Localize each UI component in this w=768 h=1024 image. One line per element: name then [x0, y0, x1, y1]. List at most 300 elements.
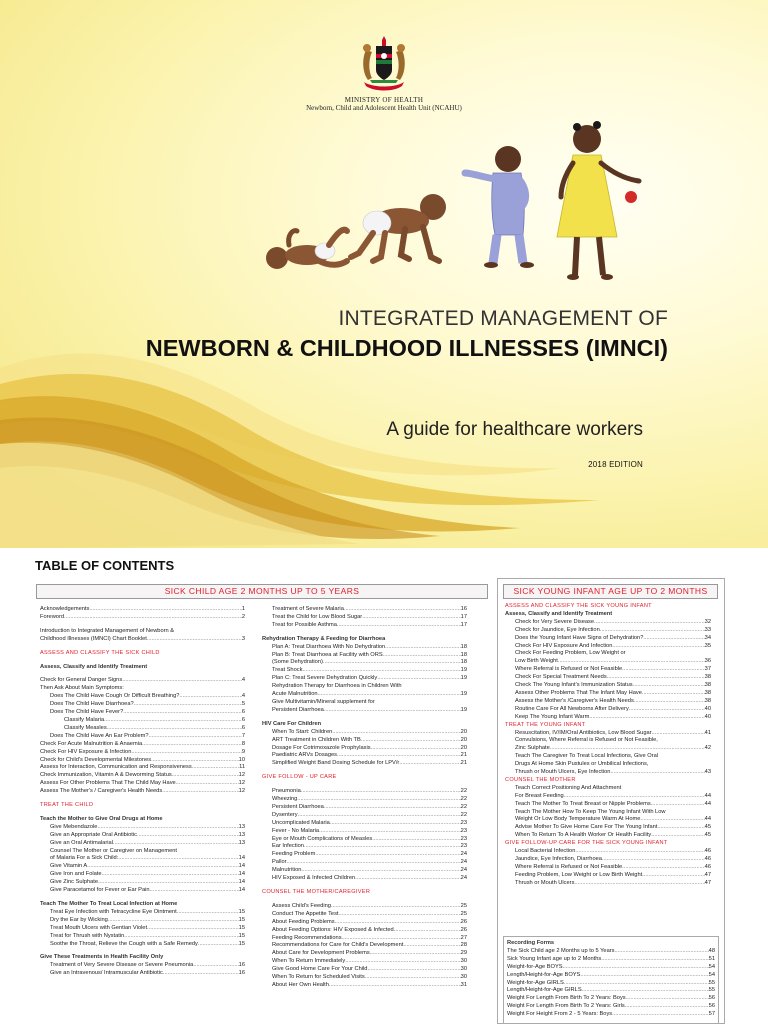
- toc-subheading: Rehydration Therapy & Feeding for Diarrhoea: [262, 635, 386, 642]
- toc-dot-leader: [147, 925, 239, 933]
- toc-entry: [262, 919, 467, 927]
- toc-entry-title: Weight-for-Age GIRLS: [507, 979, 564, 986]
- toc-entry: [40, 749, 245, 757]
- toc-page-number: 21: [460, 752, 467, 759]
- toc-entry-title: Assess Child's Feeding: [272, 902, 331, 909]
- toc-text-line: Introduction to Integrated Management of Newborn &: [40, 627, 175, 634]
- toc-page-number: 18: [460, 643, 467, 650]
- toc-entry-title: Paediatric ARVs Dosages: [272, 752, 338, 759]
- toc-entry: [505, 658, 711, 666]
- toc-page-number: 6: [241, 724, 245, 731]
- toc-entry: [40, 863, 245, 871]
- toc-entry-title: Where Referral is Refused or Not Feasible: [515, 666, 623, 673]
- toc-dot-leader: [118, 855, 238, 863]
- toc-dot-leader: [622, 666, 705, 674]
- toc-entry: [262, 729, 467, 737]
- toc-page-number: 19: [460, 675, 467, 682]
- toc-dot-leader: [622, 864, 705, 872]
- toc-page-number: 20: [460, 736, 467, 743]
- toddler-figure: [465, 146, 534, 268]
- toc-entry: [507, 995, 715, 1003]
- toc-page-number: 44: [704, 792, 711, 799]
- toc-page-number: 19: [460, 691, 467, 698]
- toc-page-number: 33: [704, 626, 711, 633]
- toc-dot-leader: [550, 745, 705, 753]
- toc-entry-title: Treat Eye Infection with Tetracycline Eye Ointment: [50, 908, 177, 915]
- toc-entry-title: Plan C: Treat Severe Dehydration Quickly: [272, 675, 378, 682]
- toc-page-number: 4: [241, 677, 245, 684]
- toc-page-number: 25: [460, 902, 467, 909]
- toc-entry: [40, 717, 245, 725]
- toc-entry: [262, 622, 467, 630]
- toc-dot-leader: [385, 644, 461, 652]
- crawling-baby-figure: [351, 194, 446, 261]
- toc-entry: [262, 828, 467, 836]
- toc-page-number: 20: [460, 728, 467, 735]
- toc-dot-leader: [652, 730, 705, 738]
- toc-entry: [507, 1003, 715, 1011]
- toc-entry-title: Length/Height-for-Age BOYS: [507, 971, 581, 978]
- toc-entry: [262, 950, 467, 958]
- toc-entry-title: ART Treatment in Children With TB: [272, 736, 361, 743]
- toc-entry-title: Thrush or Mouth Ulcers, Eye Infection: [515, 769, 611, 776]
- toc-dot-leader: [337, 752, 461, 760]
- toc-page-number: 13: [238, 839, 245, 846]
- toc-entry-title: When To Return for Scheduled Visits: [272, 974, 365, 981]
- toc-section-heading: ASSESS AND CLASSIFY THE SICK CHILD: [40, 649, 160, 656]
- toc-dot-leader: [137, 832, 239, 840]
- toc-page-number: 24: [460, 875, 467, 882]
- toc-entry-title: Assess for Interaction, Communication and Responsiveness: [40, 764, 192, 771]
- toc-page-number: 25: [460, 910, 467, 917]
- toc-page-number: 14: [238, 879, 245, 886]
- toc-entry: [262, 675, 467, 683]
- toc-dot-leader: [642, 690, 705, 698]
- toc-dot-leader: [179, 693, 241, 701]
- toc-page-number: 43: [704, 769, 711, 776]
- toc-page-number: 3: [241, 635, 245, 642]
- toc-dot-leader: [331, 903, 461, 911]
- toc-page-number: 45: [704, 832, 711, 839]
- toc-entry: [262, 707, 467, 715]
- toc-dot-leader: [122, 677, 242, 685]
- toc-text-line: Rehydration Therapy for Diarrhoea in Children With: [272, 683, 402, 690]
- toc-dot-leader: [177, 909, 239, 917]
- toc-entry-title: of Malaria For a Sick Child:: [50, 855, 119, 862]
- toc-page-number: 18: [460, 659, 467, 666]
- toc-entry-title: Treat the Child for Low Blood Sugar: [272, 613, 363, 620]
- toc-page-number: 38: [704, 689, 711, 696]
- toc-entry: [262, 966, 467, 974]
- toc-entry: [40, 962, 245, 970]
- toc-entry: [262, 982, 467, 990]
- toc-entry-title: Teach The Mother To Treat Breast or Nipple Problems: [515, 800, 651, 807]
- toc-entry: [40, 871, 245, 879]
- toc-page-number: 12: [238, 788, 245, 795]
- title-line-1: INTEGRATED MANAGEMENT OF: [338, 307, 668, 330]
- toc-entry: [40, 941, 245, 949]
- toc-page-number: 19: [460, 706, 467, 713]
- toc-section-heading: TREAT THE YOUNG INFANT: [505, 721, 586, 728]
- toc-entry: [507, 948, 715, 956]
- toc-section-heading: GIVE FOLLOW - UP CARE: [262, 774, 337, 781]
- toc-page-number: 6: [241, 709, 245, 716]
- toc-page-number: 23: [460, 819, 467, 826]
- ministry-name: MINISTRY OF HEALTH: [344, 96, 424, 104]
- toc-entry-title: About Her Own Health: [272, 981, 329, 988]
- toc-page-number: 54: [708, 963, 715, 970]
- children-growth-illustration: [255, 115, 655, 290]
- toc-entry: [262, 691, 467, 699]
- toc-entry: [262, 974, 467, 982]
- toc-dot-leader: [302, 667, 460, 675]
- toc-entry: [40, 917, 245, 925]
- toc-entry-title: Fever - No Malaria: [272, 827, 320, 834]
- toc-page-number: 16: [238, 962, 245, 969]
- toc-text-line: Convulsions, Where Referral is Refused or Not Feasible,: [515, 737, 658, 744]
- toc-entry-title: Check Immunization, Vitamin A & Deworming Status: [40, 772, 172, 779]
- toc-entry-title: Acknowledgements: [40, 606, 90, 612]
- toc-entry-title: Sick Young Infant age up to 2 Months: [507, 955, 602, 962]
- toc-page-number: 31: [460, 981, 467, 988]
- toc-page-number: 20: [460, 744, 467, 751]
- toc-dot-leader: [394, 927, 461, 935]
- toc-dot-leader: [297, 796, 460, 804]
- toc-dot-leader: [131, 749, 241, 757]
- toc-page-number: 19: [460, 667, 467, 674]
- toc-entry: [507, 964, 715, 972]
- toc-page-number: 40: [704, 713, 711, 720]
- toc-dot-leader: [151, 757, 239, 765]
- toc-page-number: 37: [704, 666, 711, 673]
- toc-entry: [505, 635, 711, 643]
- toc-dot-leader: [342, 935, 461, 943]
- girl-figure: [557, 121, 639, 280]
- toc-page-number: 15: [238, 908, 245, 915]
- toc-entry: [40, 933, 245, 941]
- toc-entry: [40, 780, 245, 788]
- toc-subheading: Teach the Mother to Give Oral Drugs at Home: [40, 815, 163, 822]
- toc-page-number: 35: [704, 642, 711, 649]
- toc-page-number: 24: [460, 867, 467, 874]
- toc-text-line: Check For Feeding Problem, Low Weight or: [515, 650, 626, 657]
- toc-entry: [507, 980, 715, 988]
- toc-dot-leader: [558, 658, 705, 666]
- toc-entry-title: Give Good Home Care For Your Child: [272, 966, 368, 973]
- toc-dot-leader: [582, 987, 709, 995]
- subtitle: A guide for healthcare workers: [386, 419, 643, 440]
- toc-dot-leader: [104, 717, 242, 725]
- toc-section-heading: ASSESS AND CLASSIFY THE SICK YOUNG INFANT: [505, 603, 652, 609]
- toc-page-number: 10: [238, 756, 245, 763]
- recording-forms-box: [503, 936, 719, 1024]
- toc-dot-leader: [612, 1011, 709, 1019]
- toc-entry-title: Feeding Problem: [272, 851, 316, 858]
- toc-dot-leader: [298, 812, 461, 820]
- toc-subheading: Teach The Mother To Treat Local Infection at Home: [40, 901, 178, 907]
- toc-entry-title: Check For HIV Exposure And Infection: [515, 642, 613, 649]
- toc-text-line: Counsel The Mother or Caregiver on Management: [50, 847, 177, 854]
- toc-entry: [505, 706, 711, 714]
- title-line-2: NEWBORN & CHILDHOOD ILLNESSES (IMNCI): [145, 335, 668, 361]
- toc-entry-title: Assess the Mother's /Caregiver's Health Needs: [515, 697, 634, 704]
- toc-entry: [505, 714, 711, 722]
- toc-page-number: 6: [241, 716, 245, 723]
- toc-entry-title: (Some Dehydration): [272, 659, 323, 666]
- toc-entry: [505, 880, 711, 888]
- toc-entry-title: Does The Child Have An Ear Problem?: [50, 732, 149, 739]
- toc-entry-title: Dosage For Cotrimoxazole Prophylaxis: [272, 744, 371, 751]
- toc-entry: [40, 925, 245, 933]
- toc-page-number: 46: [704, 863, 711, 870]
- toc-page-number: 32: [704, 618, 711, 625]
- toc-entry: [40, 741, 245, 749]
- toc-dot-leader: [172, 772, 239, 780]
- toc-entry: [40, 693, 245, 701]
- toc-dot-leader: [315, 851, 460, 859]
- toc-page-number: 26: [460, 926, 467, 933]
- toc-entry-title: Does The Child Have Diarrhoea?: [50, 701, 134, 708]
- toc-dot-leader: [651, 832, 704, 840]
- toc-text-line: Teach Correct Positioning And Attachment: [515, 784, 622, 791]
- toc-dot-leader: [107, 725, 242, 733]
- toc-dot-leader: [640, 816, 704, 824]
- toc-dot-leader: [176, 780, 239, 788]
- toc-entry: [262, 911, 467, 919]
- toc-entry: [262, 659, 467, 667]
- toc-entry: [505, 816, 711, 824]
- toc-entry: [262, 843, 467, 851]
- toc-page-number: 56: [708, 1003, 715, 1010]
- toc-dot-leader: [345, 958, 460, 966]
- toc-entry: [505, 801, 711, 809]
- toc-entry: [262, 935, 467, 943]
- toc-entry-title: Low Birth Weight: [515, 658, 558, 665]
- toc-entry: [40, 677, 245, 685]
- toc-dot-leader: [134, 701, 242, 709]
- toc-entry: [262, 796, 467, 804]
- sick-young-infant-band: SICK YOUNG INFANT AGE UP TO 2 MONTHS: [503, 584, 718, 599]
- lying-baby-figure: [266, 230, 347, 269]
- toc-dot-leader: [163, 970, 239, 978]
- toc-entry-title: Check For Special Treatment Needs: [515, 674, 607, 681]
- toc-dot-leader: [198, 941, 239, 949]
- toc-dot-leader: [607, 674, 705, 682]
- toc-entry: [40, 824, 245, 832]
- toc-dot-leader: [304, 843, 461, 851]
- toc-dot-leader: [332, 729, 460, 737]
- toc-entry: [507, 987, 715, 995]
- toc-dot-leader: [589, 714, 704, 722]
- toc-dot-leader: [367, 966, 460, 974]
- toc-page-number: 23: [460, 827, 467, 834]
- toc-entry: [40, 733, 245, 741]
- toc-page-number: 46: [704, 856, 711, 862]
- toc-page-number: 30: [460, 974, 467, 981]
- toc-entry-title: Treat Shock: [272, 667, 303, 674]
- toc-page-number: 46: [704, 848, 711, 855]
- toc-dot-leader: [113, 840, 239, 848]
- toc-entry-title: Check for Jaundice, Eye Infection: [515, 626, 600, 633]
- toc-dot-leader: [365, 974, 461, 982]
- toc-page-number: 44: [704, 800, 711, 807]
- toc-entry: [40, 614, 245, 622]
- toc-entry-title: Childhood Illnesses (IMNCI) Chart Booklet: [40, 635, 147, 642]
- toc-entry-title: Jaundice, Eye Infection, Diarrhoea: [515, 856, 602, 862]
- toc-entry: [505, 627, 711, 635]
- toc-page-number: 21: [460, 760, 467, 767]
- toc-dot-leader: [87, 863, 238, 871]
- toc-entry-title: Check for Very Severe Disease: [515, 618, 595, 625]
- toc-entry-title: When To Return Immediately: [272, 958, 346, 965]
- toc-entry-title: Uncomplicated Malaria: [272, 819, 330, 826]
- toc-page-number: 15: [238, 932, 245, 939]
- toc-dot-leader: [339, 911, 461, 919]
- table-of-contents: [0, 548, 768, 1024]
- toc-entry-title: Does the Young Infant Have Signs of Dehydration?: [515, 634, 644, 641]
- toc-page-number: 18: [460, 651, 467, 658]
- toc-dot-leader: [89, 606, 242, 614]
- toc-page-number: 4: [241, 693, 245, 700]
- toc-entry: [262, 851, 467, 859]
- toc-page-number: 26: [460, 918, 467, 925]
- toc-page-number: 7: [241, 732, 245, 739]
- toc-dot-leader: [287, 859, 461, 867]
- toc-entry: [262, 752, 467, 760]
- toc-entry-title: Assess Other Problems That The Infant May Have: [515, 689, 642, 696]
- toc-entry: [505, 864, 711, 872]
- ministry-unit: Newborn, Child and Adolescent Health Unit (NCAHU): [306, 104, 462, 112]
- toc-section-heading: COUNSEL THE MOTHER/CAREGIVER: [262, 889, 371, 895]
- toc-dot-leader: [192, 764, 239, 772]
- toc-entry-title: Does The Child Have Fever?: [50, 709, 124, 716]
- toc-dot-leader: [383, 652, 461, 660]
- toc-dot-leader: [301, 788, 461, 796]
- toc-entry-title: Check The Young Infant's Immunization Status: [515, 682, 633, 689]
- toc-text-line: Drugs At Home Skin Pustules or Umbilical Infections,: [515, 761, 649, 768]
- toc-dot-leader: [337, 622, 461, 630]
- toc-dot-leader: [625, 1003, 709, 1011]
- toc-page-number: 41: [704, 729, 711, 736]
- toc-entry: [40, 832, 245, 840]
- toc-entry-title: Give Zinc Sulphate: [50, 879, 99, 886]
- toc-entry-title: Persistent Diarrhoea: [272, 706, 324, 713]
- toc-dot-leader: [362, 614, 460, 622]
- toc-text-line: Teach The Mother How To Keep The Young Infant With Low: [515, 808, 666, 815]
- toc-dot-leader: [574, 880, 704, 888]
- toc-dot-leader: [651, 801, 705, 809]
- toc-page-number: 23: [460, 835, 467, 842]
- toc-entry: [505, 793, 711, 801]
- toc-entry-title: Give Vitamin A: [50, 863, 88, 870]
- toc-entry-title: Persistent Diarrhoea: [272, 803, 324, 810]
- toc-page-number: 14: [238, 863, 245, 870]
- toc-dot-leader: [193, 962, 238, 970]
- toc-dot-leader: [602, 856, 705, 864]
- toc-subheading: HIV Care For Children: [262, 720, 322, 727]
- toc-page-number: 16: [460, 606, 467, 612]
- toc-entry: [505, 619, 711, 627]
- toc-entry-title: Wheezing: [272, 796, 298, 803]
- toc-subheading: Recording Forms: [507, 940, 555, 946]
- toc-entry-title: Treat Mouth Ulcers with Gentian Violet: [50, 924, 148, 931]
- toc-entry-title: Does The Child Have Cough Or Difficult Breathing?: [50, 693, 180, 700]
- toc-page-number: 44: [704, 816, 711, 823]
- toc-entry: [40, 764, 245, 772]
- toc-entry: [505, 682, 711, 690]
- toc-dot-leader: [329, 982, 461, 990]
- toc-entry: [262, 745, 467, 753]
- toc-entry: [40, 855, 245, 863]
- toc-dot-leader: [372, 836, 460, 844]
- toc-section-heading: TREAT THE CHILD: [40, 802, 94, 809]
- toc-dot-leader: [147, 636, 242, 644]
- toc-page-number: 16: [238, 970, 245, 977]
- toc-page-number: 12: [238, 780, 245, 787]
- toc-entry-title: Feeding Problem, Low Weight or Low Birth Weight: [515, 871, 643, 878]
- toc-dot-leader: [335, 919, 461, 927]
- toc-entry: [40, 725, 245, 733]
- toc-page-number: 15: [238, 916, 245, 923]
- toc-dot-leader: [626, 995, 709, 1003]
- toc-dot-leader: [600, 627, 705, 635]
- toc-dot-leader: [64, 614, 242, 622]
- toc-dot-leader: [564, 793, 705, 801]
- toc-page-number: 14: [238, 887, 245, 894]
- kenya-coat-of-arms-icon: [352, 36, 416, 94]
- toc-entry: [262, 652, 467, 660]
- toc-entry: [505, 643, 711, 651]
- toc-dot-leader: [634, 698, 705, 706]
- toc-entry: [507, 1011, 715, 1019]
- toc-entry: [40, 788, 245, 796]
- toc-entry: [507, 956, 715, 964]
- toc-entry: [262, 836, 467, 844]
- toc-dot-leader: [150, 887, 239, 895]
- toc-entry-title: Check for Child's Developmental Milestones: [40, 756, 152, 763]
- sick-child-band: SICK CHILD AGE 2 MONTHS UP TO 5 YEARS: [36, 584, 488, 599]
- toc-page-number: 34: [704, 634, 711, 641]
- toc-entry-title: Treat for Possible Asthma: [272, 621, 337, 628]
- toc-page-number: 13: [238, 831, 245, 838]
- toc-text-line: Then Ask About Main Symptoms:: [40, 685, 124, 692]
- toc-page-number: 55: [708, 979, 715, 986]
- toc-page-number: 14: [238, 871, 245, 878]
- toc-entry-title: Give Iron and Folate: [50, 871, 102, 878]
- toc-dot-leader: [633, 682, 705, 690]
- toc-entry: [262, 875, 467, 883]
- toc-entry-title: About Feeding Options: HIV Exposed & Infected: [272, 926, 394, 933]
- toc-page-number: 56: [708, 995, 715, 1002]
- toc-dot-leader: [97, 824, 238, 832]
- toc-entry: [505, 666, 711, 674]
- toc-page-number: 30: [460, 966, 467, 973]
- toc-dot-leader: [399, 760, 460, 768]
- toc-dot-leader: [108, 917, 239, 925]
- toc-entry-title: Weight Or Low Body Temperature Warm At Home: [515, 816, 641, 823]
- toc-entry-title: Foreword: [40, 613, 65, 620]
- toc-dot-leader: [330, 820, 461, 828]
- toc-dot-leader: [324, 804, 461, 812]
- toc-entry: [507, 972, 715, 980]
- toc-dot-leader: [370, 950, 461, 958]
- toc-entry: [262, 903, 467, 911]
- toc-entry: [40, 909, 245, 917]
- toc-page-number: 24: [460, 859, 467, 866]
- toc-entry-title: Assess The Mother's / Caregiver's Health Needs: [40, 788, 163, 795]
- toc-column-3: [505, 603, 711, 888]
- toc-page-number: 22: [460, 803, 467, 810]
